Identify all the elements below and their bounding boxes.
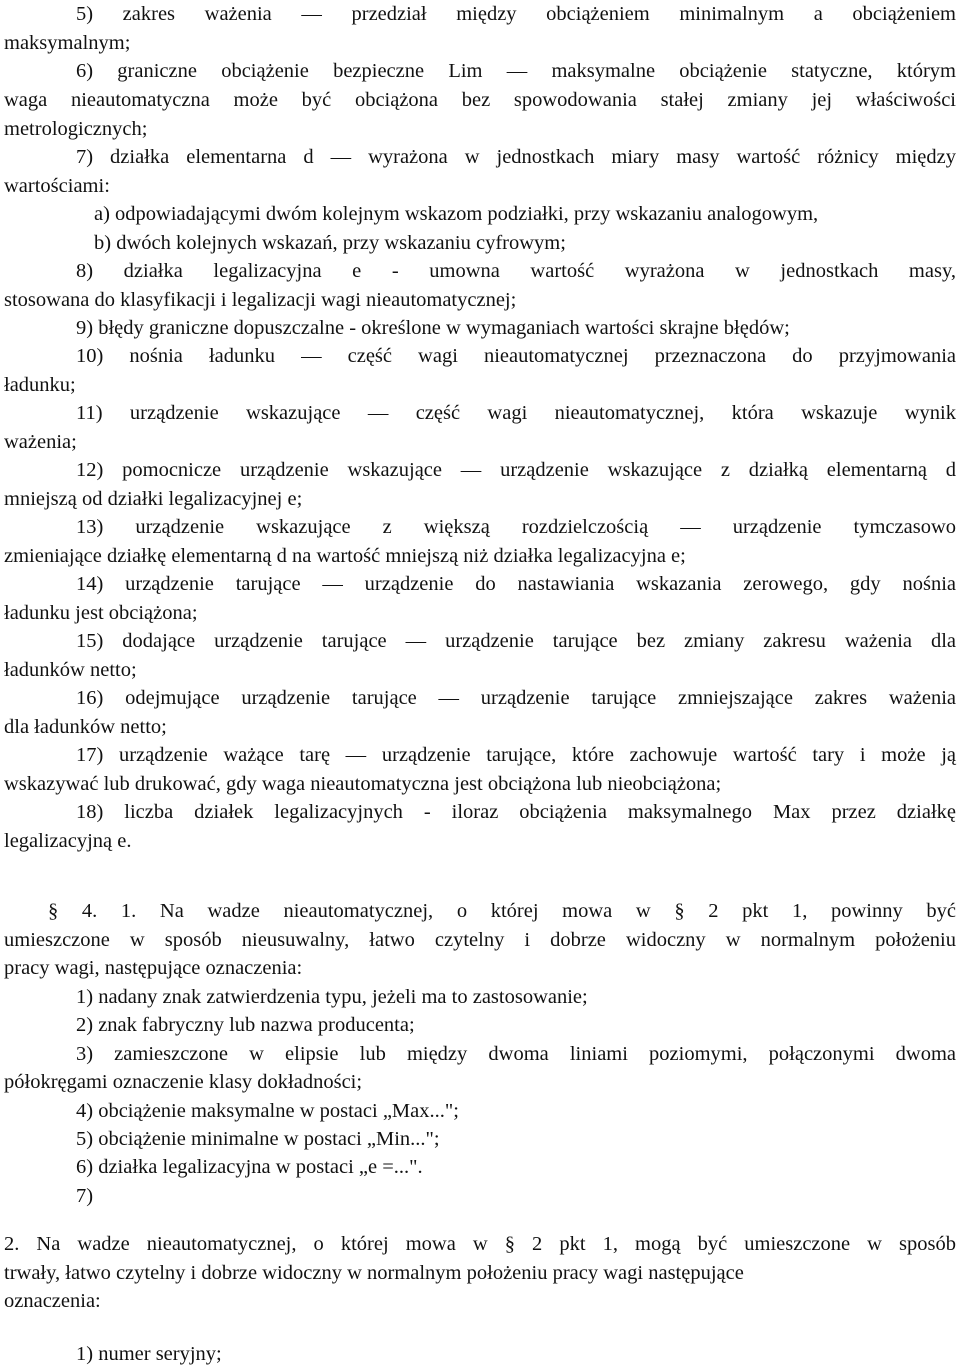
- definition-10-line-2: ładunku;: [4, 374, 76, 396]
- definition-9: 9) błędy graniczne dopuszczalne - określone w wymaganiach wartości skrajne błędów;: [76, 317, 790, 339]
- definition-12-line-2: mniejszą od działki legalizacyjnej e;: [4, 488, 303, 510]
- definition-7-line-1: 7) działka elementarna d — wyrażona w jednostkach miary masy wartość różnicy między: [76, 146, 956, 168]
- definition-5-line-1: 5) zakres ważenia — przedział między obciążeniem minimalnym a obciążeniem: [76, 3, 956, 25]
- definition-17-line-1: 17) urządzenie ważące tarę — urządzenie tarujące, które zachowuje wartość tary i może ją: [76, 744, 956, 766]
- definition-6-line-3: metrologicznych;: [4, 118, 148, 140]
- marking-5: 5) obciążenie minimalne w postaci „Min...";: [76, 1128, 440, 1150]
- definition-7b: b) dwóch kolejnych wskazań, przy wskazaniu cyfrowym;: [94, 232, 566, 254]
- definition-12-line-1: 12) pomocnicze urządzenie wskazujące — urządzenie wskazujące z działką elementarną d: [76, 459, 956, 481]
- definition-16-line-1: 16) odejmujące urządzenie tarujące — urządzenie tarujące zmniejszające zakres ważenia: [76, 687, 956, 709]
- definition-6-line-1: 6) graniczne obciążenie bezpieczne Lim — maksymalne obciążenie statyczne, którym: [76, 60, 956, 82]
- section-4-paragraph-2-line-3: oznaczenia:: [4, 1290, 101, 1312]
- definition-7a: a) odpowiadającymi dwóm kolejnym wskazom podziałki, przy wskazaniu analogowym,: [94, 203, 819, 225]
- section-4-paragraph-2-line-2: trwały, łatwo czytelny i dobrze widoczny w normalnym położeniu pracy wagi następujące: [4, 1262, 744, 1284]
- definition-8-line-2: stosowana do klasyfikacji i legalizacji wagi nieautomatycznej;: [4, 289, 517, 311]
- definition-7-line-2: wartościami:: [4, 175, 110, 197]
- section-4-paragraph-1-line-2: umieszczone w sposób nieusuwalny, łatwo czytelny i dobrze widoczny w normalnym położeniu: [4, 929, 956, 951]
- definition-13-line-2: zmieniające działkę elementarną d na wartość mniejszą niż działka legalizacyjna e;: [4, 545, 686, 567]
- definition-18-line-2: legalizacyjną e.: [4, 830, 132, 852]
- definition-15-line-1: 15) dodające urządzenie tarujące — urządzenie tarujące bez zmiany zakresu ważenia dla: [76, 630, 956, 652]
- marking-3-line-1: 3) zamieszczone w elipsie lub między dwoma liniami poziomymi, połączonymi dwoma: [76, 1043, 956, 1065]
- definition-16-line-2: dla ładunków netto;: [4, 716, 167, 738]
- definition-11-line-2: ważenia;: [4, 431, 77, 453]
- definition-13-line-1: 13) urządzenie wskazujące z większą rozdzielczością — urządzenie tymczasowo: [76, 516, 956, 538]
- marking-7: 7): [76, 1185, 94, 1207]
- definition-14-line-1: 14) urządzenie tarujące — urządzenie do nastawiania wskazania zerowego, gdy nośnia: [76, 573, 956, 595]
- optional-marking-1: 1) numer seryjny;: [76, 1343, 222, 1365]
- definition-6-line-2: waga nieautomatyczna może być obciążona bez spowodowania stałej zmiany jej właściwości: [4, 89, 956, 111]
- marking-2: 2) znak fabryczny lub nazwa producenta;: [76, 1014, 415, 1036]
- definition-11-line-1: 11) urządzenie wskazujące — część wagi nieautomatycznej, która wskazuje wynik: [76, 402, 956, 424]
- definition-17-line-2: wskazywać lub drukować, gdy waga nieautomatyczna jest obciążona lub nieobciążona;: [4, 773, 722, 795]
- definition-14-line-2: ładunku jest obciążona;: [4, 602, 198, 624]
- marking-3-line-2: półokręgami oznaczenie klasy dokładności;: [4, 1071, 363, 1093]
- section-4-paragraph-1-line-3: pracy wagi, następujące oznaczenia:: [4, 957, 303, 979]
- section-4-paragraph-1-line-1: § 4. 1. Na wadze nieautomatycznej, o której mowa w § 2 pkt 1, powinny być: [48, 900, 956, 922]
- marking-6: 6) działka legalizacyjna w postaci „e =...".: [76, 1156, 423, 1178]
- section-4-paragraph-2-line-1: 2. Na wadze nieautomatycznej, o której mowa w § 2 pkt 1, mogą być umieszczone w sposób: [4, 1233, 956, 1255]
- marking-4: 4) obciążenie maksymalne w postaci „Max...";: [76, 1100, 459, 1122]
- definition-15-line-2: ładunków netto;: [4, 659, 137, 681]
- definition-10-line-1: 10) nośnia ładunku — część wagi nieautomatycznej przeznaczona do przyjmowania: [76, 345, 956, 367]
- definition-8-line-1: 8) działka legalizacyjna e - umowna wartość wyrażona w jednostkach masy,: [76, 260, 956, 282]
- definition-5-line-2: maksymalnym;: [4, 32, 131, 54]
- definition-18-line-1: 18) liczba działek legalizacyjnych - iloraz obciążenia maksymalnego Max przez działkę: [76, 801, 956, 823]
- marking-1: 1) nadany znak zatwierdzenia typu, jeżeli ma to zastosowanie;: [76, 986, 588, 1008]
